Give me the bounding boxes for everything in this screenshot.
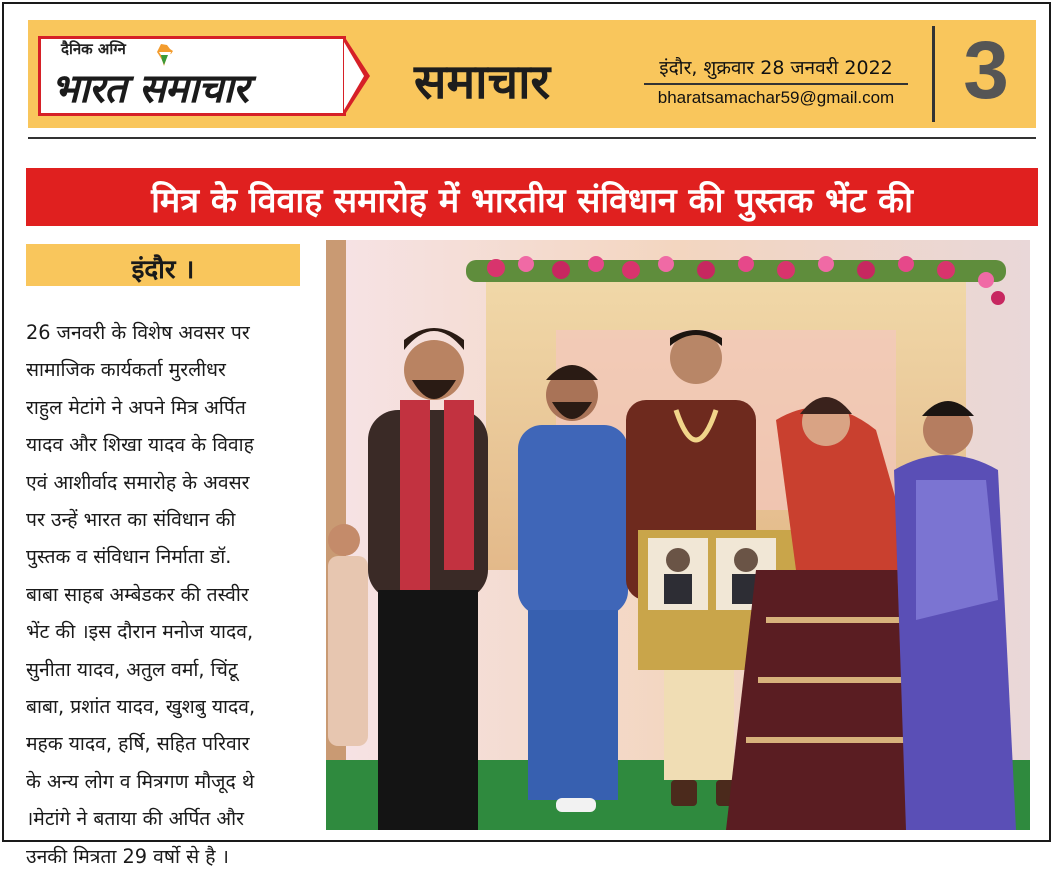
body-line: महक यादव, हर्षि, सहित परिवार [26, 732, 250, 756]
article-byline: इंदौर । [131, 255, 195, 285]
body-line: राहुल मेटांगे ने अपने मित्र अर्पित [26, 395, 246, 419]
section-title: समाचार [414, 54, 551, 110]
body-line: 26 जनवरी के विशेष अवसर पर [26, 321, 250, 344]
body-line: एवं आशीर्वाद समारोह के अवसर [26, 470, 250, 494]
article-body [26, 314, 302, 875]
body-line: सामाजिक कार्यकर्ता मुरलीधर [26, 358, 226, 382]
body-line: बाबा, प्रशांत यादव, खुशबु यादव, [26, 695, 256, 719]
masthead [28, 20, 1036, 128]
body-line: बाबा साहब अम्बेडकर की तस्वीर [26, 582, 249, 606]
masthead-rule [28, 137, 1036, 139]
body-line: पुस्तक व संविधान निर्माता डॉ. [26, 545, 232, 569]
body-line: पर उन्हें भारत का संविधान की [26, 508, 236, 532]
body-line: सुनीता यादव, अतुल वर्मा, चिंटू [26, 657, 238, 681]
body-line: के अन्य लोग व मित्रगण मौजूद थे [26, 769, 255, 793]
body-line: उनकी मित्रता 29 वर्षो से है । [26, 844, 229, 868]
masthead-divider [932, 26, 935, 122]
article-headline: मित्र के विवाह समारोह में भारतीय संविधान की पुस्तक भेंट की [151, 181, 913, 221]
dateline: इंदौर, शुक्रवार 28 जनवरी 2022 [644, 54, 908, 85]
body-line: यादव और शिखा यादव के विवाह [26, 433, 254, 457]
logo-arrow-inner [344, 42, 364, 110]
contact-email: bharatsamachar59@gmail.com [657, 88, 895, 107]
body-line: भेंट की ।इस दौरान मनोज यादव, [26, 620, 254, 644]
article-photo [326, 240, 1030, 830]
child-figure [328, 524, 368, 746]
newspaper-logo [38, 36, 346, 116]
page-number: 3 [963, 25, 1009, 116]
wedding-photo-illustration [326, 240, 1030, 830]
guest-figure-2 [518, 365, 628, 812]
headline-banner [26, 168, 1038, 226]
logo-wordmark: भारत समाचार [51, 66, 249, 112]
body-line: ।मेटांगे ने बताया की अर्पित और [26, 807, 244, 831]
logo-tagline: दैनिक अग्नि [61, 40, 126, 58]
byline-box [26, 244, 300, 286]
